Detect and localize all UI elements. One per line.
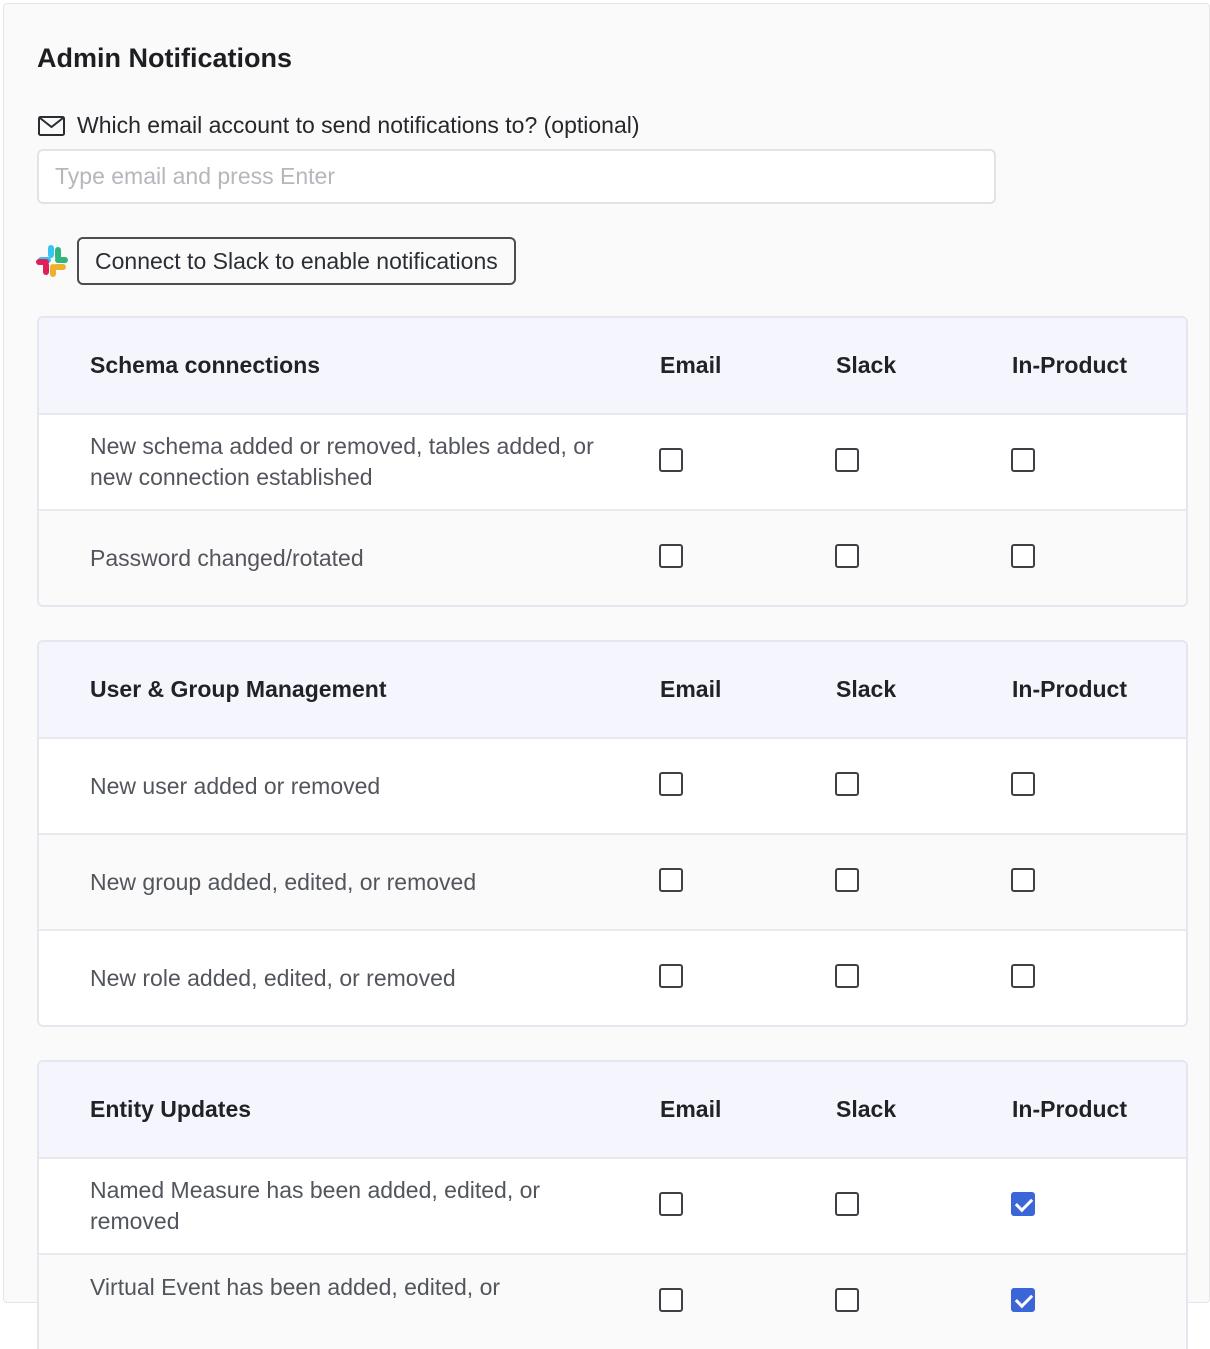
in-product-checkbox[interactable] xyxy=(1011,1288,1035,1312)
row-label: New user added or removed xyxy=(90,772,381,799)
column-header-in-product: In-Product xyxy=(1012,1096,1127,1122)
section-header xyxy=(39,642,1186,737)
notification-row xyxy=(39,1253,1186,1349)
in-product-checkbox[interactable] xyxy=(1011,772,1035,796)
notification-row xyxy=(39,509,1186,605)
slack-checkbox[interactable] xyxy=(835,1288,859,1312)
connect-slack-button[interactable]: Connect to Slack to enable notifications xyxy=(77,237,516,285)
email-checkbox[interactable] xyxy=(659,1288,683,1312)
page-title: Admin Notifications xyxy=(37,43,292,73)
slack-checkbox[interactable] xyxy=(835,772,859,796)
mail-icon xyxy=(37,113,67,137)
notification-row xyxy=(39,413,1186,509)
column-header-in-product: In-Product xyxy=(1012,352,1127,378)
row-label: Password changed/rotated xyxy=(90,544,364,571)
email-checkbox[interactable] xyxy=(659,868,683,892)
section-title: Entity Updates xyxy=(90,1096,252,1122)
in-product-checkbox[interactable] xyxy=(1011,544,1035,568)
slack-icon xyxy=(35,244,69,278)
row-label: New group added, edited, or removed xyxy=(90,868,477,895)
slack-checkbox[interactable] xyxy=(835,1192,859,1216)
in-product-checkbox[interactable] xyxy=(1011,964,1035,988)
column-header-in-product: In-Product xyxy=(1012,676,1127,702)
section-header xyxy=(39,1062,1186,1157)
notification-row xyxy=(39,833,1186,929)
email-account-label xyxy=(37,108,640,142)
slack-checkbox[interactable] xyxy=(835,868,859,892)
slack-connect-row xyxy=(35,237,516,285)
email-account-label-text: Which email account to send notifications to? (optional) xyxy=(77,112,640,138)
slack-checkbox[interactable] xyxy=(835,544,859,568)
column-header-slack: Slack xyxy=(836,352,897,378)
section-user-group-management xyxy=(37,640,1188,1027)
section-entity-updates xyxy=(37,1060,1188,1349)
column-header-slack: Slack xyxy=(836,1096,897,1122)
in-product-checkbox[interactable] xyxy=(1011,1192,1035,1216)
column-header-email: Email xyxy=(660,352,722,378)
row-label: New schema added or removed, tables added, or new connection established xyxy=(90,433,594,490)
email-checkbox[interactable] xyxy=(659,544,683,568)
section-schema-connections xyxy=(37,316,1188,607)
row-label: Named Measure has been added, edited, or removed xyxy=(90,1177,541,1234)
notification-row xyxy=(39,737,1186,833)
column-header-email: Email xyxy=(660,1096,722,1122)
column-header-slack: Slack xyxy=(836,676,897,702)
section-title: User & Group Management xyxy=(90,676,387,702)
slack-checkbox[interactable] xyxy=(835,964,859,988)
section-header xyxy=(39,318,1186,413)
section-title: Schema connections xyxy=(90,352,321,378)
admin-notifications-panel xyxy=(3,3,1210,1303)
email-checkbox[interactable] xyxy=(659,772,683,796)
column-header-email: Email xyxy=(660,676,722,702)
row-label: Virtual Event has been added, edited, or xyxy=(90,1274,501,1300)
notification-row xyxy=(39,929,1186,1025)
slack-checkbox[interactable] xyxy=(835,448,859,472)
in-product-checkbox[interactable] xyxy=(1011,868,1035,892)
email-input[interactable] xyxy=(37,149,996,204)
notification-row xyxy=(39,1157,1186,1253)
row-label: New role added, edited, or removed xyxy=(90,964,456,991)
email-checkbox[interactable] xyxy=(659,1192,683,1216)
email-checkbox[interactable] xyxy=(659,964,683,988)
in-product-checkbox[interactable] xyxy=(1011,448,1035,472)
email-checkbox[interactable] xyxy=(659,448,683,472)
